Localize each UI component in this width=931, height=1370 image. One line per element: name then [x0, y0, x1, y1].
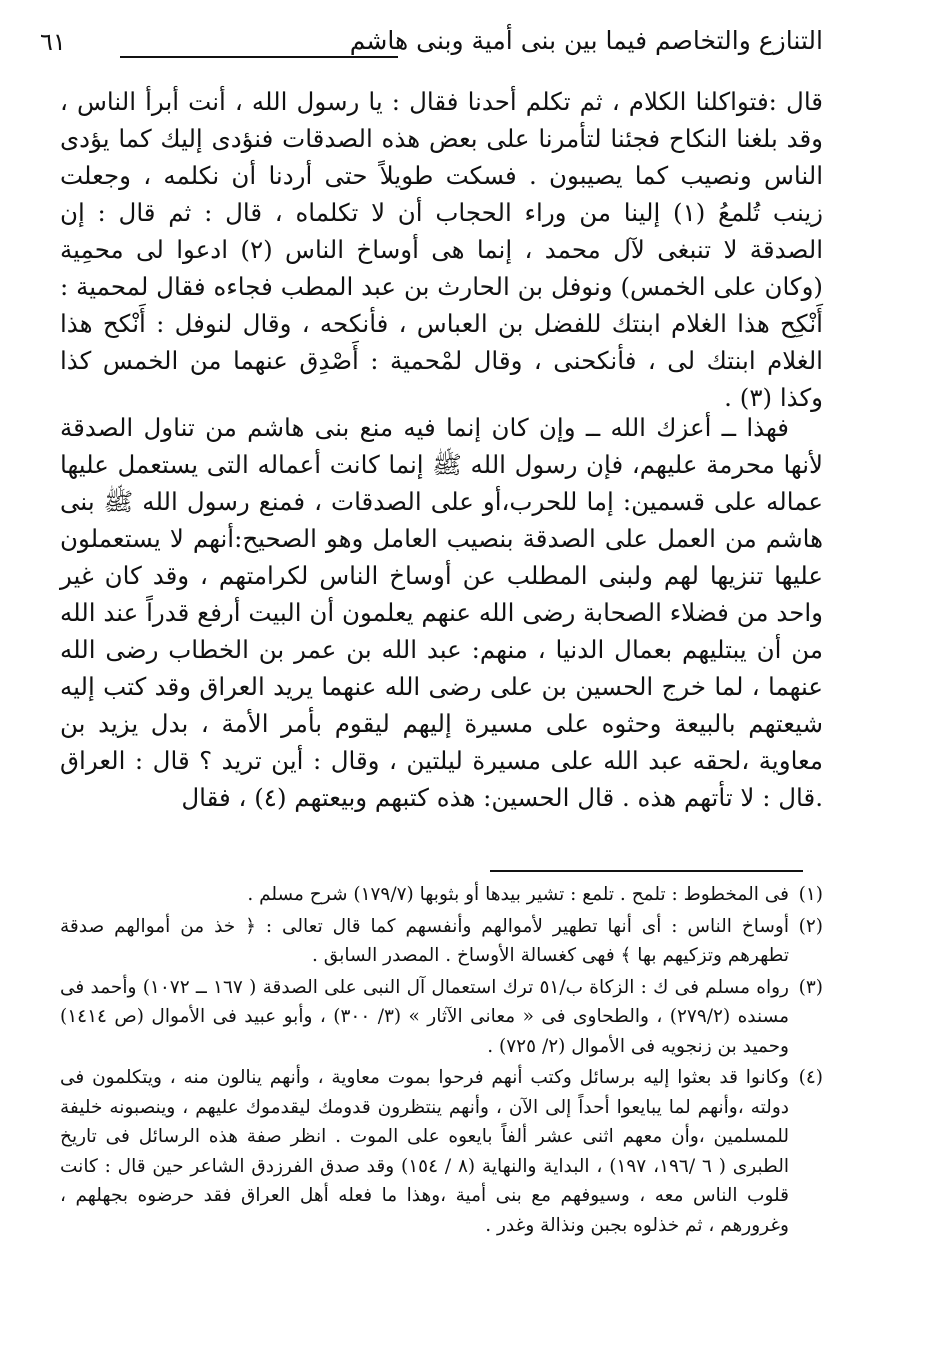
page-number: ٦١ — [40, 28, 66, 56]
footnote-number: (٣) — [798, 976, 823, 998]
footnote-number: (٢) — [798, 915, 823, 937]
footnote-text: فى المخطوط : تلمح . تلمع : تشير بيدها أو بثوبها (١٧٩/٧) شرح مسلم . — [247, 884, 789, 905]
footnote-text: أوساخ الناس : أى أنها تطهير لأموالهم وأنفسهم كما قال تعالى : ﴿ خذ من أموالهم صدقة تطهرهم وتزكيهم بها ﴾ فهى كغسالة الأوساخ . المصدر السابق . — [60, 915, 789, 966]
footnote-4 — [60, 1063, 823, 1240]
paragraph-1: قال :فتواكلنا الكلام ، ثم تكلم أحدنا فقال : يا رسول الله ، أنت أبرأ الناس ، وقد بلغنا النكاح فجئنا لتأمرنا على بعض هذه الصدقات فنؤدى إليك كما يؤدى الناس ونصيب كما يصيبون . فسكت طويلاً حتى أردنا أن نكلمه ، وجعلت زينب تُلمعُ (١) إلينا من وراء الحجاب أن لا تكلماه ، قال : ثم قال : إن الصدقة لا تنبغى لآل محمد ، إنما هى أوساخ الناس (٢) ادعوا لى محمِية (وكان على الخمس) ونوفل بن الحارث بن عبد المطب فجاءه فقال لمحمية : أَنْكِح هذا الغلام ابنتك للفضل بن العباس ، فأنكحه ، وقال لنوفل : أَنْكح هذا الغلام ابنتك لى ، فأنكحنى ، وقال لمْحمية : أَصْدِق عنهما من الخمس كذا وكذا (٣) . — [60, 87, 823, 412]
paragraph-2: فهذا ــ أعزك الله ــ وإن كان إنما فيه منع بنى هاشم من تناول الصدقة لأنها محرمة عليهم، فإن رسول الله ﷺ إنما كانت أعماله التى يستعمل عليها عماله على قسمين: إما للحرب،أو على الصدقات ، فمنع رسول الله ﷺ بنى هاشم من العمل على الصدقة بنصيب العامل وهو الصحيح:أنهم لا يستعملون عليها تنزيها لهم ولبنى المطلب عن أوساخ الناس لكرامتهم ، وقد كان غير واحد من فضلاء الصحابة رضى الله عنهم يعلمون أن البيت أرفع قدراً عند الله من أن يبتليهم بعمال الدنيا ، منهم: عبد الله بن عمر بن الخطاب رضى الله عنهما ، لما خرج الحسين بن على رضى الله عنهما يريد العراق وقد كتب إليه شيعتهم بالبيعة وحثوه على مسيرة إليهم ليقوم بأمر الأمة ، بدل يزيد بن معاوية ،لحقه عبد الله على مسيرة ليلتين ، وقال : أين تريد ؟ قال : العراق .قال : لا تأتهم هذه . قال الحسين: هذه كتبهم وبيعتهم (٤) ، فقال — [60, 413, 823, 812]
footnote-3 — [60, 973, 823, 1062]
header-rule — [120, 56, 398, 58]
footnote-number: (١) — [798, 884, 823, 905]
footnote-text: رواه مسلم فى ك : الزكاة ب/٥١ ترك استعمال آل النبى على الصدقة ( ١٦٧ ــ ١٠٧٢) وأحمد فى مسنده (٢٧٩/٢) ، والطحاوى فى « معانى الآثار » (٣/ ٣٠٠) ، وأبو عبيد فى الأموال (ص ١٤١٤) وحميد بن زنجويه فى الأموال (٢/ ٧٢٥) . — [60, 976, 789, 1057]
footnote-text: وكانوا قد بعثوا إليه برسائل وكتب أنهم فرحوا بموت معاوية ، وأنهم ينالون منه ، ويتكلمون فى دولته ،وأنهم لما يبايعوا أحداً إلى الآن ، وأنهم ينتظرون قدومك ليقدموك عليهم ، وينصبونه خليفة للمسلمين ،وأن معهم اثنى عشر ألفاً بايعوه على الموت . انظر صفة هذه الرسائل فى تاريخ الطبرى ( ٦ /١٩٦، ١٩٧) ، البداية والنهاية (٨ / ١٥٤) وقد صدق الفرزدق الشاعر حين قال : كانت قلوب الناس معه ، وسيوفهم مع بنى أمية ،وهذا ما فعله أهل العراق فقد حرضوه بجهلهم ، وغرورهم ، ثم خذلوه بجبن ونذالة وغدر . — [60, 1067, 790, 1236]
footnote-separator — [490, 870, 803, 872]
main-text — [60, 83, 823, 816]
header-title: التنازع والتخاصم فيما بين بنى أمية وبنى هاشم — [349, 26, 823, 55]
footnote-2 — [60, 912, 823, 971]
footnotes — [60, 880, 823, 1242]
footnote-1 — [60, 880, 823, 910]
footnote-number: (٤) — [798, 1067, 823, 1088]
running-header — [40, 22, 823, 70]
